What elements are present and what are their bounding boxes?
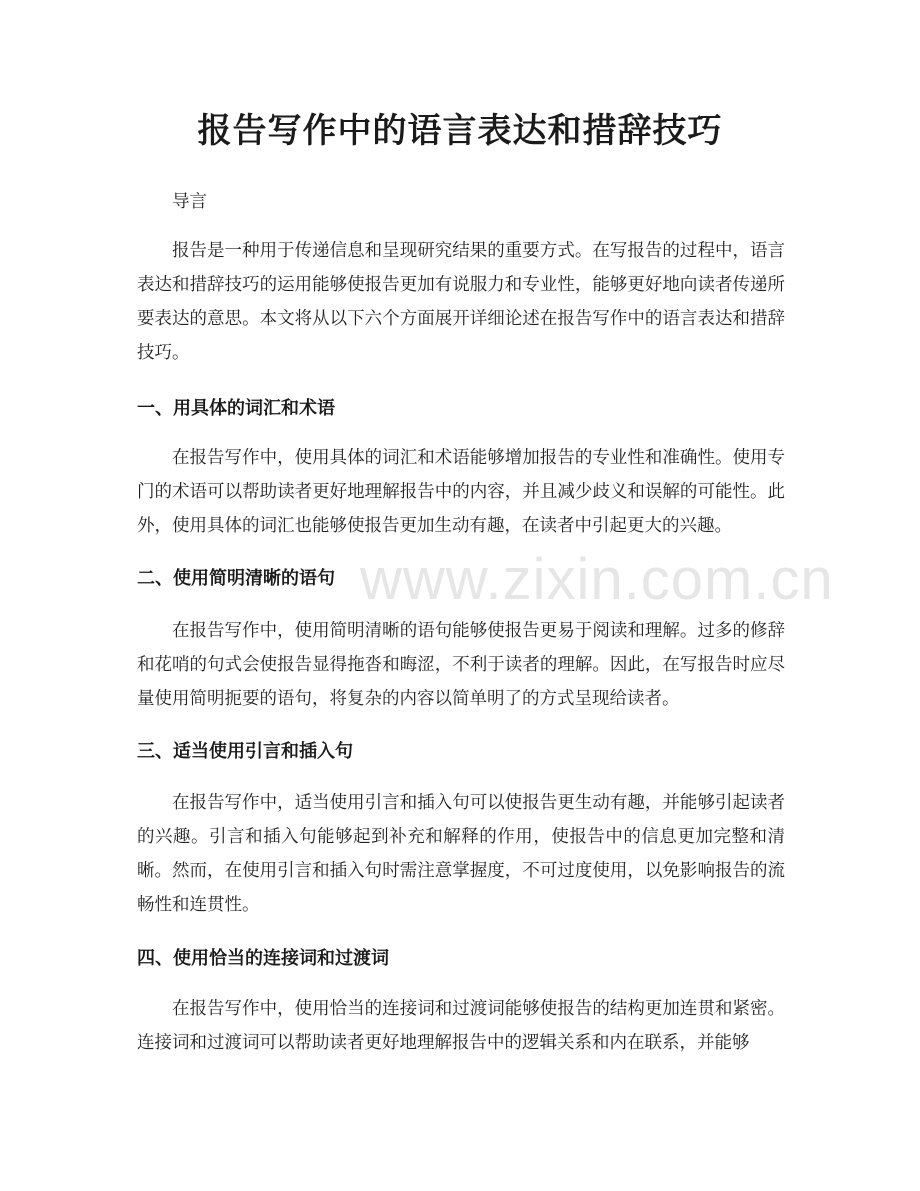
section-heading-3: 三、适当使用引言和插入句 <box>137 741 353 762</box>
intro-heading: 导言 <box>172 192 207 212</box>
section-heading-2: 二、使用简明清晰的语句 <box>137 568 335 589</box>
document-title: 报告写作中的语言表达和措辞技巧 <box>197 111 723 151</box>
section-paragraph-1: 在报告写作中，使用具体的词汇和术语能够增加报告的专业性和准确性。使用专门的术语可以帮助读者更好地理解报告中的内容，并且减少歧义和误解的可能性。此外，使用具体的词汇也能够使报告更加生动有趣，在读者中引起更大的兴趣。 <box>137 448 785 536</box>
intro-paragraph: 报告是一种用于传递信息和呈现研究结果的重要方式。在写报告的过程中，语言表达和措辞技巧的运用能够使报告更加有说服力和专业性，能够更好地向读者传递所要表达的意思。本文将从以下六个方面展开详细论述在报告写作中的语言表达和措辞技巧。 <box>137 241 785 363</box>
section-heading-4: 四、使用恰当的连接词和过渡词 <box>137 948 389 969</box>
section-paragraph-2: 在报告写作中，使用简明清晰的语句能够使报告更易于阅读和理解。过多的修辞和花哨的句式会使报告显得拖沓和晦涩，不利于读者的理解。因此，在写报告时应尽量使用简明扼要的语句，将复杂的内容以简单明了的方式呈现给读者。 <box>137 621 785 709</box>
section-heading-1: 一、用具体的词汇和术语 <box>137 398 335 419</box>
section-paragraph-3: 在报告写作中，适当使用引言和插入句可以使报告更生动有趣，并能够引起读者的兴趣。引言和插入句能够起到补充和解释的作用，使报告中的信息更加完整和清晰。然而，在使用引言和插入句时需注意掌握度，不可过度使用，以免影响报告的流畅性和连贯性。 <box>137 793 785 915</box>
site-watermark: www.zixin.com.cn <box>360 547 834 612</box>
section-paragraph-4: 在报告写作中，使用恰当的连接词和过渡词能够使报告的结构更加连贯和紧密。连接词和过渡词可以帮助读者更好地理解报告中的逻辑关系和内在联系，并能够 <box>137 999 785 1053</box>
